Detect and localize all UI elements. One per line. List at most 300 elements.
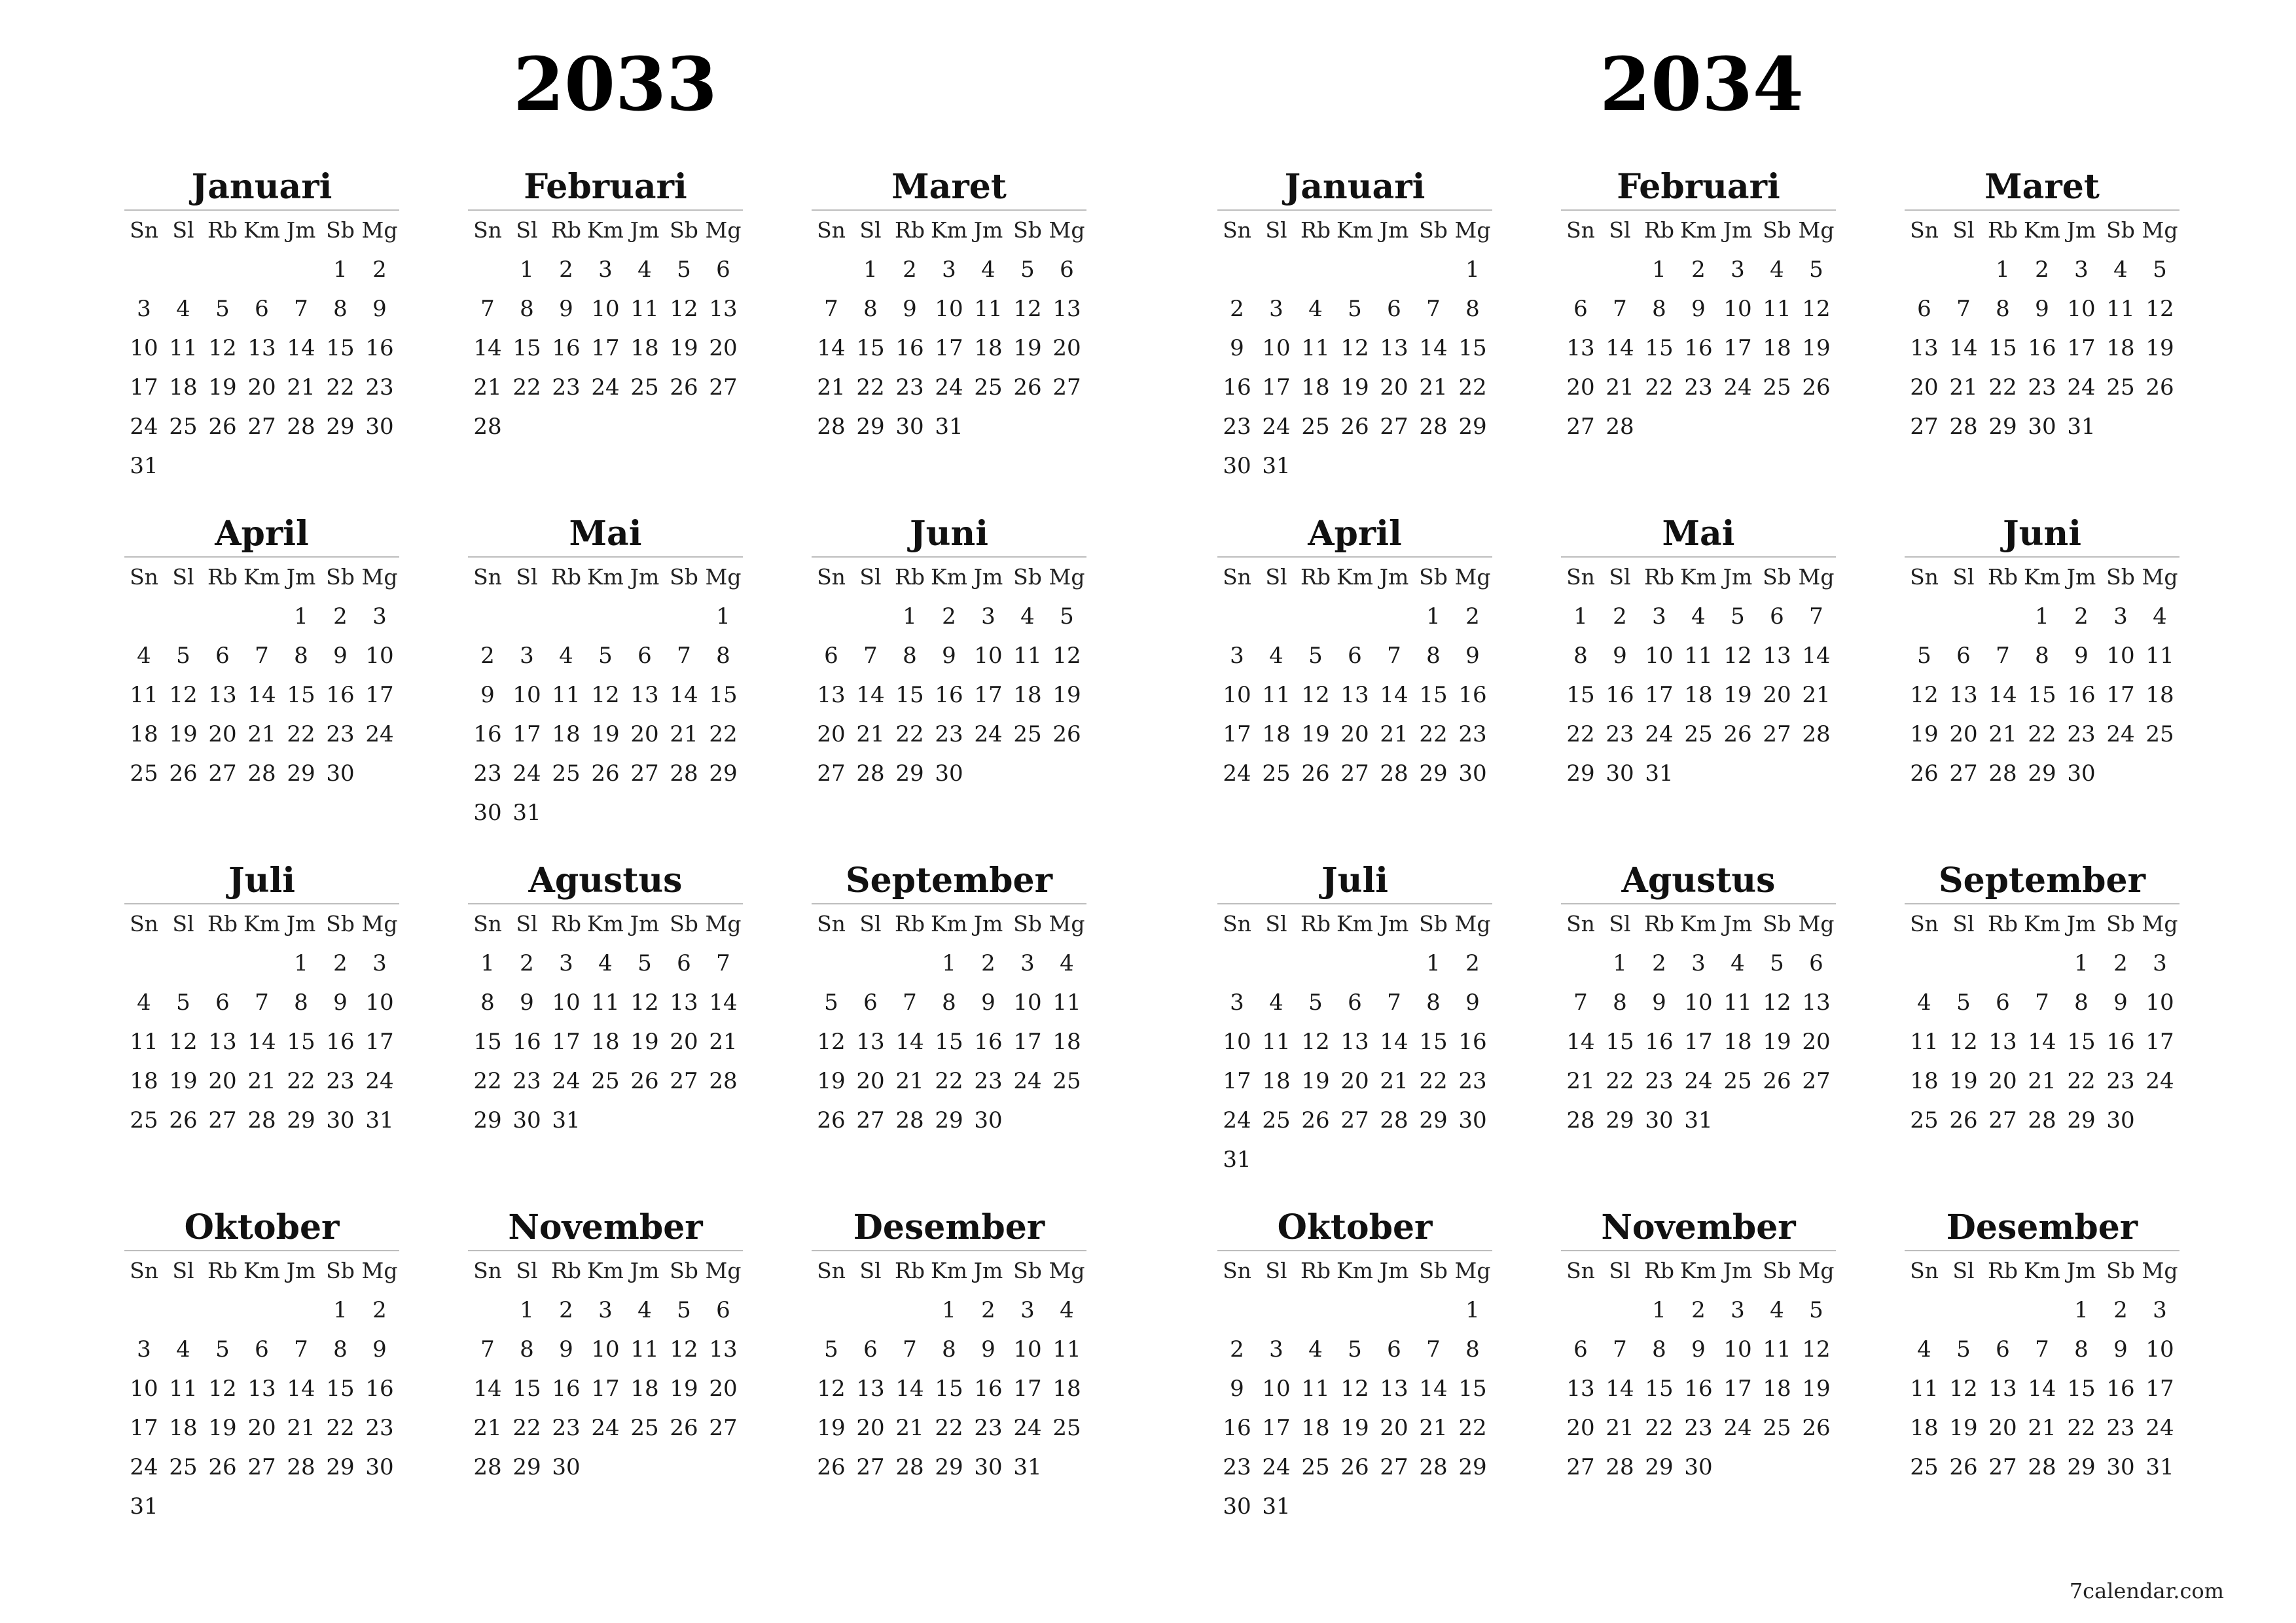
week-row: [1905, 289, 2179, 329]
day-cell: 6: [716, 1297, 730, 1323]
day-cell: 26: [208, 414, 237, 440]
day-cell: 30: [473, 800, 502, 826]
weekday-header: [812, 1251, 1086, 1291]
weekday-label: Jm: [1379, 911, 1409, 936]
weekday-label: Sl: [1952, 564, 1975, 590]
weekday-label: Sn: [130, 1258, 158, 1283]
day-cell: 11: [1684, 643, 1713, 669]
week-row: [812, 1408, 1086, 1448]
week-row: [1561, 597, 1836, 636]
day-cell: 28: [287, 1454, 315, 1480]
day-cell: 3: [942, 257, 956, 283]
day-cell: 13: [1052, 296, 1081, 322]
weekday-label: Sn: [1223, 564, 1251, 590]
day-cell: 16: [1605, 682, 1634, 708]
week-row: [468, 368, 743, 407]
week-row: [1561, 1448, 1836, 1487]
day-cell: 13: [709, 296, 738, 322]
day-cell: 8: [520, 1336, 534, 1363]
weekday-header: [1217, 211, 1492, 250]
day-cell: 17: [365, 682, 394, 708]
day-cell: 3: [372, 603, 387, 630]
day-cell: 30: [1223, 453, 1251, 479]
day-cell: 10: [1723, 1336, 1752, 1363]
day-cell: 1: [2074, 1297, 2089, 1323]
weekday-label: Mg: [1049, 564, 1085, 590]
weekday-label: Rb: [1988, 217, 2018, 243]
day-cell: 9: [2113, 990, 2128, 1016]
day-cell: 19: [1802, 1376, 1831, 1402]
day-cell: 3: [137, 296, 151, 322]
day-cell: 18: [1301, 1415, 1330, 1441]
week-row: [468, 597, 743, 636]
weekday-header: [1905, 1251, 2179, 1291]
day-cell: 22: [512, 374, 541, 401]
day-cell: 1: [1652, 1297, 1666, 1323]
day-cell: 1: [480, 950, 495, 976]
day-cell: 20: [1910, 374, 1939, 401]
day-cell: 2: [981, 1297, 996, 1323]
day-cell: 14: [1605, 1376, 1634, 1402]
day-cell: 25: [1301, 1454, 1330, 1480]
day-cell: 29: [1458, 1454, 1487, 1480]
day-cell: 18: [591, 1029, 620, 1055]
day-cell: 1: [1465, 257, 1480, 283]
day-cell: 18: [169, 1415, 198, 1441]
day-cell: 27: [1910, 414, 1939, 440]
day-cell: 27: [1988, 1454, 2017, 1480]
weekday-label: Km: [587, 911, 624, 936]
day-cell: 27: [247, 1454, 276, 1480]
day-cell: 12: [670, 296, 698, 322]
day-cell: 4: [1060, 1297, 1074, 1323]
day-cell: 3: [372, 950, 387, 976]
day-cell: 1: [716, 603, 730, 630]
week-row: [1905, 754, 2179, 793]
day-cell: 17: [1723, 1376, 1752, 1402]
day-cell: 2: [2113, 1297, 2128, 1323]
day-cell: 26: [1949, 1454, 1978, 1480]
day-cell: 10: [1645, 643, 1674, 669]
weekday-label: Sn: [1223, 217, 1251, 243]
weekday-label: Sb: [1763, 911, 1791, 936]
day-cell: 11: [974, 296, 1003, 322]
week-row: [812, 754, 1086, 793]
day-cell: 21: [1380, 721, 1408, 747]
day-cell: 19: [670, 1376, 698, 1402]
day-cell: 3: [1691, 950, 1706, 976]
day-cell: 30: [552, 1454, 581, 1480]
weekday-label: Km: [243, 911, 280, 936]
weekday-label: Sb: [1419, 217, 1448, 243]
day-cell: 15: [287, 1029, 315, 1055]
weekday-label: Rb: [895, 911, 925, 936]
day-cell: 26: [1910, 760, 1939, 787]
day-cell: 28: [247, 760, 276, 787]
day-cell: 4: [1770, 257, 1784, 283]
day-cell: 1: [520, 257, 534, 283]
day-cell: 5: [598, 643, 613, 669]
day-cell: 19: [1340, 1415, 1369, 1441]
month-oktober-2033: [124, 1204, 399, 1526]
weekday-label: Sb: [1419, 564, 1448, 590]
day-cell: 10: [2106, 643, 2135, 669]
day-cell: 20: [709, 335, 738, 361]
weekday-label: Jm: [1379, 564, 1409, 590]
day-cell: 13: [856, 1029, 885, 1055]
day-cell: 11: [1262, 1029, 1291, 1055]
week-row: [1561, 1022, 1836, 1061]
day-cell: 24: [591, 374, 620, 401]
day-cell: 1: [1613, 950, 1627, 976]
day-cell: 1: [294, 603, 308, 630]
weekday-label: Jm: [973, 564, 1003, 590]
day-cell: 16: [552, 1376, 581, 1402]
weekday-label: Km: [931, 564, 967, 590]
weekday-header: [124, 904, 399, 944]
day-cell: 7: [716, 950, 730, 976]
week-row: [1217, 289, 1492, 329]
day-cell: 30: [365, 414, 394, 440]
day-cell: 17: [1013, 1029, 1042, 1055]
day-cell: 5: [1956, 990, 1971, 1016]
week-row: [1561, 250, 1836, 289]
day-cell: 2: [1230, 296, 1244, 322]
weekday-label: Sn: [1566, 564, 1595, 590]
day-cell: 22: [1645, 374, 1674, 401]
weekday-label: Sb: [2106, 564, 2135, 590]
day-cell: 10: [365, 643, 394, 669]
day-cell: 5: [824, 1336, 838, 1363]
week-row: [1217, 1140, 1492, 1179]
week-row: [1561, 1291, 1836, 1330]
weekday-label: Mg: [705, 1258, 742, 1283]
weekday-label: Sb: [1013, 1258, 1042, 1283]
day-cell: 12: [1340, 335, 1369, 361]
day-cell: 5: [176, 643, 190, 669]
weekday-label: Jm: [1723, 217, 1753, 243]
day-cell: 30: [2106, 1107, 2135, 1133]
weekday-label: Rb: [1644, 564, 1674, 590]
weekday-label: Km: [587, 1258, 624, 1283]
weekday-label: Km: [587, 217, 624, 243]
day-cell: 2: [1613, 603, 1627, 630]
day-cell: 24: [1223, 1107, 1251, 1133]
day-cell: 22: [1419, 721, 1448, 747]
week-row: [812, 250, 1086, 289]
day-cell: 14: [287, 335, 315, 361]
day-cell: 10: [1684, 990, 1713, 1016]
day-cell: 12: [1949, 1029, 1978, 1055]
day-cell: 22: [1605, 1068, 1634, 1094]
weekday-label: Jm: [630, 911, 660, 936]
day-cell: 10: [365, 990, 394, 1016]
day-cell: 7: [2035, 990, 2049, 1016]
week-row: [1905, 1061, 2179, 1101]
day-cell: 2: [1691, 257, 1706, 283]
month-februari-2034: [1561, 164, 1836, 446]
day-cell: 16: [326, 682, 355, 708]
day-cell: 17: [1262, 1415, 1291, 1441]
day-cell: 5: [1956, 1336, 1971, 1363]
month-agustus-2034: [1561, 857, 1836, 1140]
day-cell: 21: [1605, 374, 1634, 401]
weekday-label: Rb: [207, 217, 238, 243]
weekday-label: Jm: [2066, 217, 2096, 243]
weekday-label: Sn: [817, 217, 846, 243]
month-name: November: [1601, 1207, 1796, 1247]
weekday-label: Sl: [1609, 911, 1631, 936]
day-cell: 7: [863, 643, 878, 669]
day-cell: 5: [176, 990, 190, 1016]
day-cell: 29: [326, 1454, 355, 1480]
week-row: [1905, 1448, 2179, 1487]
month-name: Maret: [1984, 167, 2100, 207]
day-cell: 17: [1262, 374, 1291, 401]
weekday-label: Mg: [1798, 911, 1835, 936]
week-row: [812, 407, 1086, 446]
day-cell: 30: [326, 1107, 355, 1133]
weekday-label: Sl: [172, 1258, 194, 1283]
day-cell: 20: [1802, 1029, 1831, 1055]
week-row: [124, 368, 399, 407]
day-cell: 29: [2028, 760, 2056, 787]
weekday-label: Jm: [286, 217, 316, 243]
day-cell: 2: [2113, 950, 2128, 976]
day-cell: 18: [169, 374, 198, 401]
weekday-label: Jm: [1379, 217, 1409, 243]
day-cell: 9: [1613, 643, 1627, 669]
day-cell: 25: [1684, 721, 1713, 747]
day-cell: 29: [856, 414, 885, 440]
weekday-label: Jm: [286, 1258, 316, 1283]
weekday-header: [812, 558, 1086, 597]
day-cell: 23: [1458, 1068, 1487, 1094]
day-cell: 20: [817, 721, 846, 747]
weekday-label: Sl: [516, 911, 538, 936]
day-cell: 16: [326, 1029, 355, 1055]
day-cell: 19: [169, 1068, 198, 1094]
day-cell: 27: [1802, 1068, 1831, 1094]
day-cell: 2: [333, 603, 348, 630]
month-oktober-2034: [1217, 1204, 1492, 1526]
day-cell: 26: [1802, 374, 1831, 401]
day-cell: 19: [1013, 335, 1042, 361]
weekday-label: Mg: [1049, 1258, 1085, 1283]
week-row: [1561, 1330, 1836, 1369]
day-cell: 5: [1348, 296, 1362, 322]
day-cell: 26: [630, 1068, 659, 1094]
day-cell: 25: [1052, 1068, 1081, 1094]
day-cell: 21: [1988, 721, 2017, 747]
day-cell: 1: [1426, 950, 1441, 976]
week-row: [1561, 329, 1836, 368]
week-row: [812, 1022, 1086, 1061]
day-cell: 25: [1910, 1454, 1939, 1480]
week-row: [124, 636, 399, 675]
day-cell: 27: [1052, 374, 1081, 401]
month-name: Mai: [569, 514, 642, 554]
month-juni-2033: [812, 510, 1086, 793]
day-cell: 23: [326, 721, 355, 747]
day-cell: 30: [1458, 1107, 1487, 1133]
day-cell: 14: [709, 990, 738, 1016]
day-cell: 23: [552, 1415, 581, 1441]
day-cell: 17: [130, 374, 158, 401]
weekday-header: [1561, 558, 1836, 597]
day-cell: 18: [630, 1376, 659, 1402]
month-name: Agustus: [1621, 861, 1776, 901]
day-cell: 29: [1645, 1454, 1674, 1480]
day-cell: 28: [1802, 721, 1831, 747]
month-januari-2034: [1217, 164, 1492, 486]
day-cell: 10: [591, 1336, 620, 1363]
day-cell: 11: [130, 682, 158, 708]
day-cell: 18: [1013, 682, 1042, 708]
week-row: [1217, 1061, 1492, 1101]
day-cell: 23: [1684, 374, 1713, 401]
day-cell: 24: [552, 1068, 581, 1094]
day-cell: 9: [2113, 1336, 2128, 1363]
day-cell: 17: [2067, 335, 2096, 361]
day-cell: 2: [942, 603, 956, 630]
month-mai-2033: [468, 510, 743, 832]
day-cell: 24: [365, 721, 394, 747]
day-cell: 8: [333, 1336, 348, 1363]
day-cell: 14: [2028, 1376, 2056, 1402]
day-cell: 6: [1060, 257, 1074, 283]
day-cell: 12: [670, 1336, 698, 1363]
day-cell: 16: [512, 1029, 541, 1055]
day-cell: 1: [2074, 950, 2089, 976]
weekday-label: Jm: [973, 217, 1003, 243]
day-cell: 15: [326, 335, 355, 361]
day-cell: 21: [473, 374, 502, 401]
day-cell: 18: [1052, 1029, 1081, 1055]
weekday-label: Sl: [859, 564, 882, 590]
day-cell: 27: [630, 760, 659, 787]
week-row: [468, 1369, 743, 1408]
day-cell: 8: [520, 296, 534, 322]
week-row: [812, 715, 1086, 754]
day-cell: 5: [1060, 603, 1074, 630]
day-cell: 3: [2113, 603, 2128, 630]
day-cell: 18: [2145, 682, 2174, 708]
day-cell: 25: [1052, 1415, 1081, 1441]
day-cell: 27: [1340, 760, 1369, 787]
week-row: [812, 1369, 1086, 1408]
day-cell: 30: [326, 760, 355, 787]
day-cell: 8: [716, 643, 730, 669]
week-row: [812, 597, 1086, 636]
day-cell: 9: [903, 296, 917, 322]
day-cell: 28: [1566, 1107, 1595, 1133]
day-cell: 31: [130, 1493, 158, 1520]
day-cell: 22: [1458, 374, 1487, 401]
day-cell: 8: [2074, 990, 2089, 1016]
weekday-label: Sb: [1419, 911, 1448, 936]
day-cell: 20: [1566, 1415, 1595, 1441]
weekday-label: Sl: [1952, 217, 1975, 243]
week-row: [1561, 1061, 1836, 1101]
day-cell: 8: [1652, 296, 1666, 322]
weekday-label: Sl: [1609, 217, 1631, 243]
day-cell: 27: [1340, 1107, 1369, 1133]
day-cell: 19: [1949, 1415, 1978, 1441]
day-cell: 27: [1988, 1107, 2017, 1133]
day-cell: 14: [1566, 1029, 1595, 1055]
day-cell: 17: [552, 1029, 581, 1055]
day-cell: 13: [247, 335, 276, 361]
day-cell: 5: [677, 1297, 691, 1323]
week-row: [1905, 597, 2179, 636]
week-row: [124, 597, 399, 636]
day-cell: 18: [1723, 1029, 1752, 1055]
day-cell: 18: [1763, 335, 1791, 361]
day-cell: 27: [1949, 760, 1978, 787]
week-row: [124, 289, 399, 329]
day-cell: 29: [895, 760, 924, 787]
weekday-label: Rb: [207, 1258, 238, 1283]
day-cell: 17: [935, 335, 963, 361]
day-cell: 11: [1052, 1336, 1081, 1363]
day-cell: 10: [2067, 296, 2096, 322]
day-cell: 23: [473, 760, 502, 787]
day-cell: 18: [1262, 1068, 1291, 1094]
day-cell: 13: [630, 682, 659, 708]
day-cell: 28: [895, 1107, 924, 1133]
day-cell: 9: [981, 990, 996, 1016]
day-cell: 18: [552, 721, 581, 747]
weekday-label: Rb: [1300, 911, 1331, 936]
week-row: [1217, 675, 1492, 715]
day-cell: 27: [709, 374, 738, 401]
week-row: [1217, 368, 1492, 407]
day-cell: 29: [2067, 1454, 2096, 1480]
day-cell: 4: [1917, 990, 1931, 1016]
week-row: [1905, 983, 2179, 1022]
week-row: [1217, 1291, 1492, 1330]
day-cell: 14: [1380, 1029, 1408, 1055]
day-cell: 25: [630, 374, 659, 401]
day-cell: 28: [247, 1107, 276, 1133]
day-cell: 2: [333, 950, 348, 976]
weekday-label: Sl: [859, 911, 882, 936]
day-cell: 13: [1988, 1029, 2017, 1055]
weekday-header: [1561, 1251, 1836, 1291]
day-cell: 24: [1262, 414, 1291, 440]
week-row: [468, 1101, 743, 1140]
weekday-label: Sn: [130, 564, 158, 590]
week-row: [468, 675, 743, 715]
day-cell: 6: [1956, 643, 1971, 669]
day-cell: 29: [1566, 760, 1595, 787]
weekday-header: [468, 558, 743, 597]
day-cell: 20: [856, 1415, 885, 1441]
day-cell: 1: [1426, 603, 1441, 630]
week-row: [1905, 944, 2179, 983]
day-cell: 4: [176, 296, 190, 322]
week-row: [468, 636, 743, 675]
week-row: [468, 1448, 743, 1487]
weekday-label: Km: [1680, 1258, 1717, 1283]
week-row: [1217, 715, 1492, 754]
day-cell: 7: [1996, 643, 2010, 669]
weekday-label: Rb: [1300, 564, 1331, 590]
day-cell: 28: [473, 414, 502, 440]
day-cell: 10: [974, 643, 1003, 669]
day-cell: 7: [824, 296, 838, 322]
